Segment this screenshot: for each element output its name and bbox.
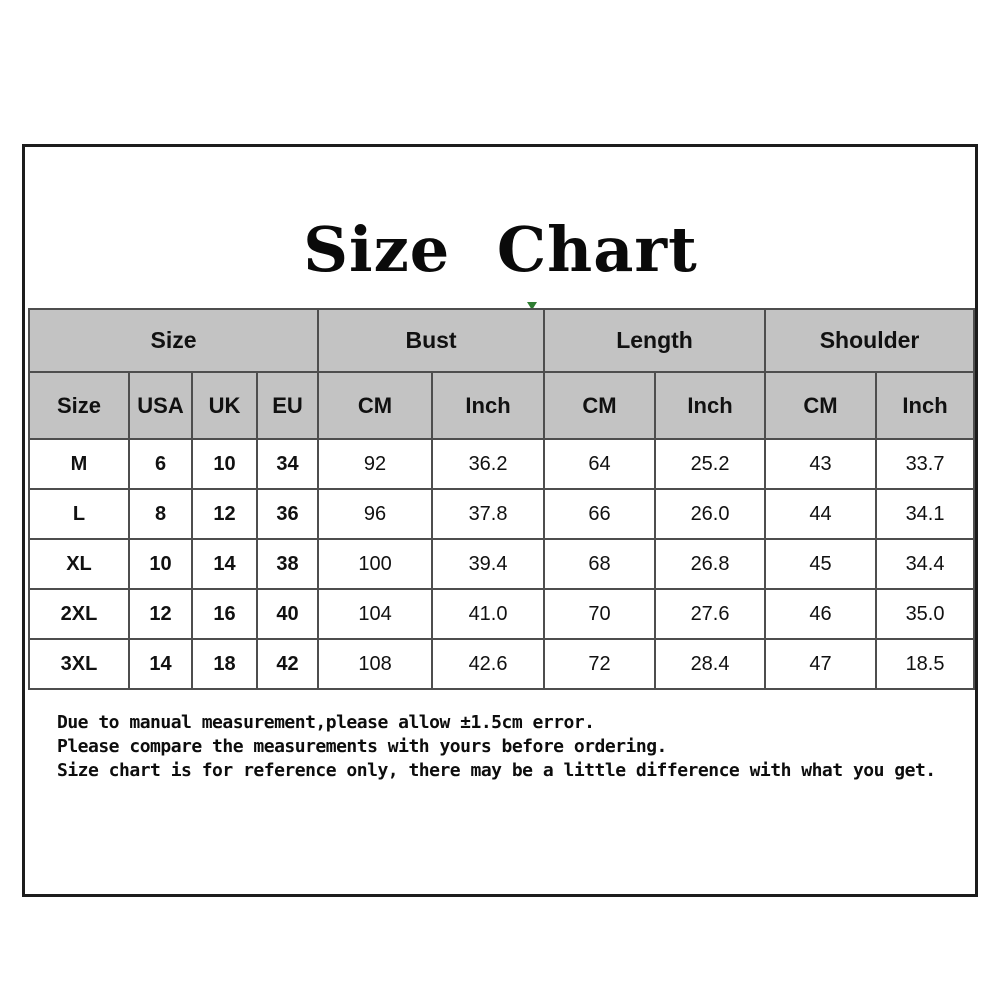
table-cell: 34.1 xyxy=(876,489,974,539)
col-header-eu: EU xyxy=(257,372,318,439)
group-header-size: Size xyxy=(29,309,318,372)
table-cell: 16 xyxy=(192,589,257,639)
group-header-row xyxy=(29,309,974,372)
table-cell: 70 xyxy=(544,589,655,639)
col-header-shoulder-inch: Inch xyxy=(876,372,974,439)
table-cell: 14 xyxy=(192,539,257,589)
col-header-usa: USA xyxy=(129,372,192,439)
table-cell: 66 xyxy=(544,489,655,539)
table-cell: 44 xyxy=(765,489,876,539)
table-cell: 8 xyxy=(129,489,192,539)
table-cell: 35.0 xyxy=(876,589,974,639)
table-cell: 72 xyxy=(544,639,655,689)
group-header-shoulder: Shoulder xyxy=(765,309,974,372)
table-cell: XL xyxy=(29,539,129,589)
table-cell: 26.0 xyxy=(655,489,765,539)
col-header-length-cm: CM xyxy=(544,372,655,439)
col-header-bust-cm: CM xyxy=(318,372,432,439)
notes-block xyxy=(57,711,936,783)
table-cell: 40 xyxy=(257,589,318,639)
table-cell: 33.7 xyxy=(876,439,974,489)
table-cell: 42 xyxy=(257,639,318,689)
table-cell: 2XL xyxy=(29,589,129,639)
table-row xyxy=(29,439,974,489)
table-cell: 14 xyxy=(129,639,192,689)
table-cell: 6 xyxy=(129,439,192,489)
table-cell: 45 xyxy=(765,539,876,589)
table-cell: 37.8 xyxy=(432,489,544,539)
group-header-length: Length xyxy=(544,309,765,372)
table-cell: 108 xyxy=(318,639,432,689)
col-header-length-inch: Inch xyxy=(655,372,765,439)
table-cell: 64 xyxy=(544,439,655,489)
page-title: Size Chart xyxy=(303,213,698,286)
size-table-body xyxy=(29,439,974,689)
table-row xyxy=(29,589,974,639)
table-cell: 3XL xyxy=(29,639,129,689)
table-row xyxy=(29,489,974,539)
group-header-bust: Bust xyxy=(318,309,544,372)
table-cell: 18.5 xyxy=(876,639,974,689)
table-row xyxy=(29,539,974,589)
table-cell: 28.4 xyxy=(655,639,765,689)
size-table xyxy=(28,308,975,690)
note-line: Size chart is for reference only, there may be a little difference with what you get. xyxy=(57,760,936,781)
table-cell: 12 xyxy=(192,489,257,539)
table-cell: 42.6 xyxy=(432,639,544,689)
table-cell: 68 xyxy=(544,539,655,589)
table-cell: 34.4 xyxy=(876,539,974,589)
table-cell: 36 xyxy=(257,489,318,539)
table-cell: 12 xyxy=(129,589,192,639)
table-cell: L xyxy=(29,489,129,539)
table-cell: 10 xyxy=(129,539,192,589)
table-cell: 92 xyxy=(318,439,432,489)
table-cell: M xyxy=(29,439,129,489)
table-cell: 46 xyxy=(765,589,876,639)
table-cell: 34 xyxy=(257,439,318,489)
table-cell: 47 xyxy=(765,639,876,689)
table-cell: 96 xyxy=(318,489,432,539)
table-cell: 26.8 xyxy=(655,539,765,589)
table-cell: 25.2 xyxy=(655,439,765,489)
table-cell: 104 xyxy=(318,589,432,639)
table-cell: 36.2 xyxy=(432,439,544,489)
table-cell: 10 xyxy=(192,439,257,489)
note-line: Due to manual measurement,please allow ±1.5cm error. xyxy=(57,712,595,733)
table-cell: 18 xyxy=(192,639,257,689)
col-header-uk: UK xyxy=(192,372,257,439)
col-header-bust-inch: Inch xyxy=(432,372,544,439)
table-cell: 38 xyxy=(257,539,318,589)
table-row xyxy=(29,639,974,689)
table-cell: 27.6 xyxy=(655,589,765,639)
col-header-shoulder-cm: CM xyxy=(765,372,876,439)
size-table-header xyxy=(29,309,974,439)
table-cell: 100 xyxy=(318,539,432,589)
note-line: Please compare the measurements with yours before ordering. xyxy=(57,736,667,757)
col-header-size: Size xyxy=(29,372,129,439)
table-cell: 39.4 xyxy=(432,539,544,589)
table-cell: 41.0 xyxy=(432,589,544,639)
column-header-row xyxy=(29,372,974,439)
table-cell: 43 xyxy=(765,439,876,489)
